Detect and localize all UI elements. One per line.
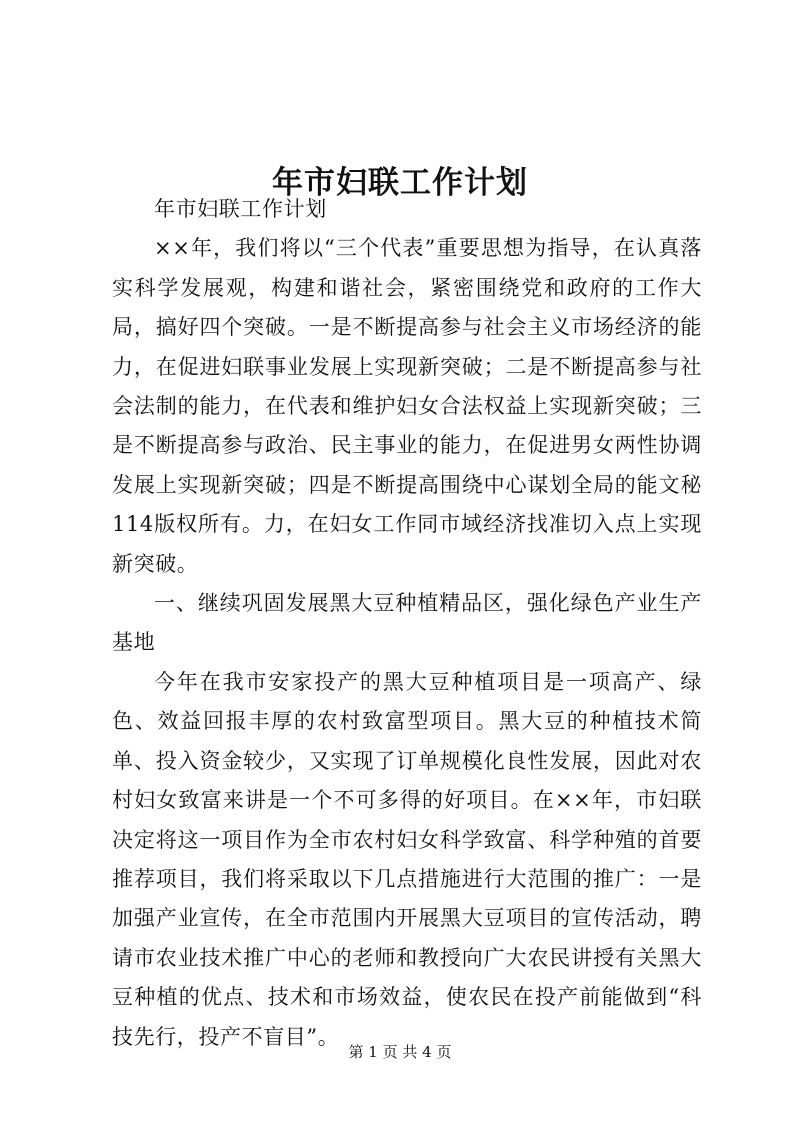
paragraph-section-body: 今年在我市安家投产的黑大豆种植项目是一项高产、绿色、效益回报丰厚的农村致富型项目。黑大豆的种植技术简单、投入资金较少，又实现了订单规模化良性发展，因此对农村妇女致富来讲是一个不可多得的好项目。在××年，市妇联决定将这一项目作为全市农村妇女科学致富、科学种殖的首要推荐项目，我们将采取以下几点措施进行大范围的推广：一是加强产业宣传，在全市范围内开展黑大豆项目的宣传活动，聘请市农业技术推广中心的老师和教授向广大农民讲授有关黑大豆种植的优点、技术和市场效益，使农民在投产前能做到“科技先行，投产不盲目”。 xyxy=(112,669,702,1049)
document-body xyxy=(112,190,702,1057)
document-title: 年市妇联工作计划 xyxy=(272,164,528,201)
paragraph-intro: ××年，我们将以“三个代表”重要思想为指导，在认真落实科学发展观，构建和谐社会，紧密围绕党和政府的工作大局，搞好四个突破。一是不断提高参与社会主义市场经济的能力，在促进妇联事业发展上实现新突破；二是不断提高参与社会法制的能力，在代表和维护妇女合法权益上实现新突破；三是不断提高参与政治、民主事业的能力，在促进男女两性协调发展上实现新突破；四是不断提高围绕中心谋划全局的能文秘114版权所有。力，在妇女工作同市域经济找准切入点上实现新突破。 xyxy=(112,236,702,576)
section-heading: 一、继续巩固发展黑大豆种植精品区，强化绿色产业生产基地 xyxy=(112,591,702,655)
paragraph-subtitle: 年市妇联工作计划 xyxy=(154,197,327,221)
page-footer: 第 1 页 共 4 页 xyxy=(348,1043,452,1061)
